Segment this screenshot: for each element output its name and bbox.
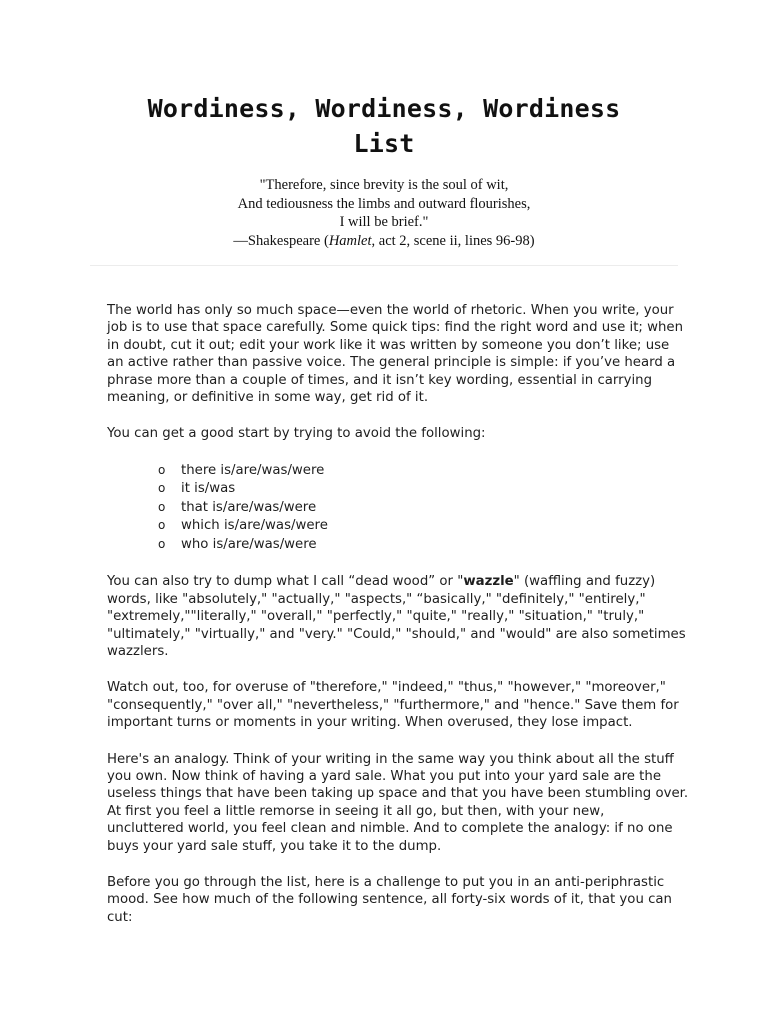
- text-line: you own. Now think of having a yard sale. What you put into your yard sale are the: [107, 769, 661, 784]
- start-paragraph: [107, 425, 682, 442]
- attribution-suffix: , act 2, scene ii, lines 96-98): [371, 232, 535, 249]
- list-item-text: that is/are/was/were: [181, 499, 317, 515]
- challenge-paragraph: [107, 874, 682, 926]
- dead-wood-text-after: " (waffling and fuzzy): [513, 574, 656, 590]
- list-item: [107, 536, 682, 555]
- list-item: [107, 480, 682, 499]
- list-item: [107, 462, 682, 481]
- text-line: uncluttered world, you feel clean and nimble. And to complete the analogy: if no one: [107, 821, 673, 837]
- text-line: [107, 573, 682, 590]
- text-line: in doubt, cut it out; edit your work like it was written by someone you don’t like; use: [107, 337, 670, 353]
- avoid-list: [107, 462, 682, 555]
- intro-paragraph: [107, 302, 682, 406]
- title-line-1: Wordiness, Wordiness, Wordiness: [147, 94, 621, 123]
- text-line: important turns or moments in your writing. When overused, they lose impact.: [107, 715, 633, 731]
- list-item-text: there is/are/was/were: [181, 462, 325, 478]
- text-line: At first you feel a little remorse in seeing it all go, but then, with your new,: [107, 803, 605, 819]
- text-line: buys your yard sale stuff, you take it to the dump.: [107, 838, 442, 854]
- list-item-text: which is/are/was/were: [181, 518, 328, 534]
- dead-wood-paragraph: [107, 573, 686, 660]
- list-item: [107, 517, 682, 536]
- text-line: "extremely,""literally," "overall," "perfectly," "quite," "really," "situation," "truly,": [107, 609, 645, 625]
- document-body: [107, 302, 689, 945]
- attribution-work: Hamlet: [328, 232, 372, 249]
- epigraph-line-2: And tediousness the limbs and outward flourishes,: [237, 195, 531, 212]
- attribution-prefix: —Shakespeare (: [233, 232, 329, 249]
- overuse-paragraph: [107, 679, 682, 731]
- bullet-icon: o: [158, 462, 166, 477]
- epigraph-line-3: I will be brief.": [339, 214, 429, 230]
- list-item-text: it is/was: [181, 481, 236, 497]
- text-line: an active rather than passive voice. The general principle is simple: if you’ve heard a: [107, 355, 676, 371]
- bullet-icon: o: [158, 536, 166, 551]
- bullet-icon: o: [158, 481, 166, 496]
- bullet-icon: o: [158, 499, 166, 514]
- bullet-icon: o: [158, 518, 166, 533]
- text-line: "consequently," "over all," "nevertheless," "furthermore," and "hence." Save them for: [107, 697, 679, 713]
- text-line: cut:: [107, 909, 133, 925]
- text-line: words, like "absolutely," "actually," "aspects," “basically," "definitely," "entirely,": [107, 591, 646, 607]
- epigraph: [184, 176, 584, 250]
- text-line: wazzlers.: [107, 643, 169, 659]
- text-line: "ultimately," "virtually," and "very." "Could," "should," and "would" are also sometimes: [107, 626, 686, 642]
- text-line: The world has only so much space—even the world of rhetoric. When you write, your: [107, 303, 674, 318]
- text-line: Here's an analogy. Think of your writing in the same way you think about all the stuff: [107, 751, 674, 767]
- document-title: [84, 91, 684, 161]
- text-line: You can get a good start by trying to avoid the following:: [107, 426, 486, 442]
- text-line: meaning, or definitive in some way, get rid of it.: [107, 390, 429, 406]
- text-line: useless things that have been taking up space and that you have been stumbling over.: [107, 786, 689, 802]
- list-item-text: who is/are/was/were: [181, 536, 317, 552]
- text-line: job is to use that space carefully. Some quick tips: find the right word and use it; when: [107, 320, 684, 336]
- text-line: Watch out, too, for overuse of "therefore," "indeed," "thus," "however," "moreover,": [107, 680, 666, 696]
- wazzle-term: wazzle: [463, 574, 514, 590]
- text-line: Before you go through the list, here is a challenge to put you in an anti-periphrastic: [107, 875, 665, 891]
- epigraph-line-1: "Therefore, since brevity is the soul of wit,: [259, 177, 509, 193]
- list-item: [107, 499, 682, 518]
- title-line-2: List: [353, 129, 415, 158]
- section-divider: [90, 265, 678, 266]
- epigraph-attribution: [184, 232, 584, 251]
- analogy-paragraph: [107, 751, 689, 855]
- dead-wood-text-before: You can also try to dump what I call “dead wood” or ": [107, 574, 464, 590]
- text-line: mood. See how much of the following sentence, all forty-six words of it, that you can: [107, 892, 672, 908]
- text-line: phrase more than a couple of times, and it isn’t key wording, essential in carrying: [107, 372, 653, 388]
